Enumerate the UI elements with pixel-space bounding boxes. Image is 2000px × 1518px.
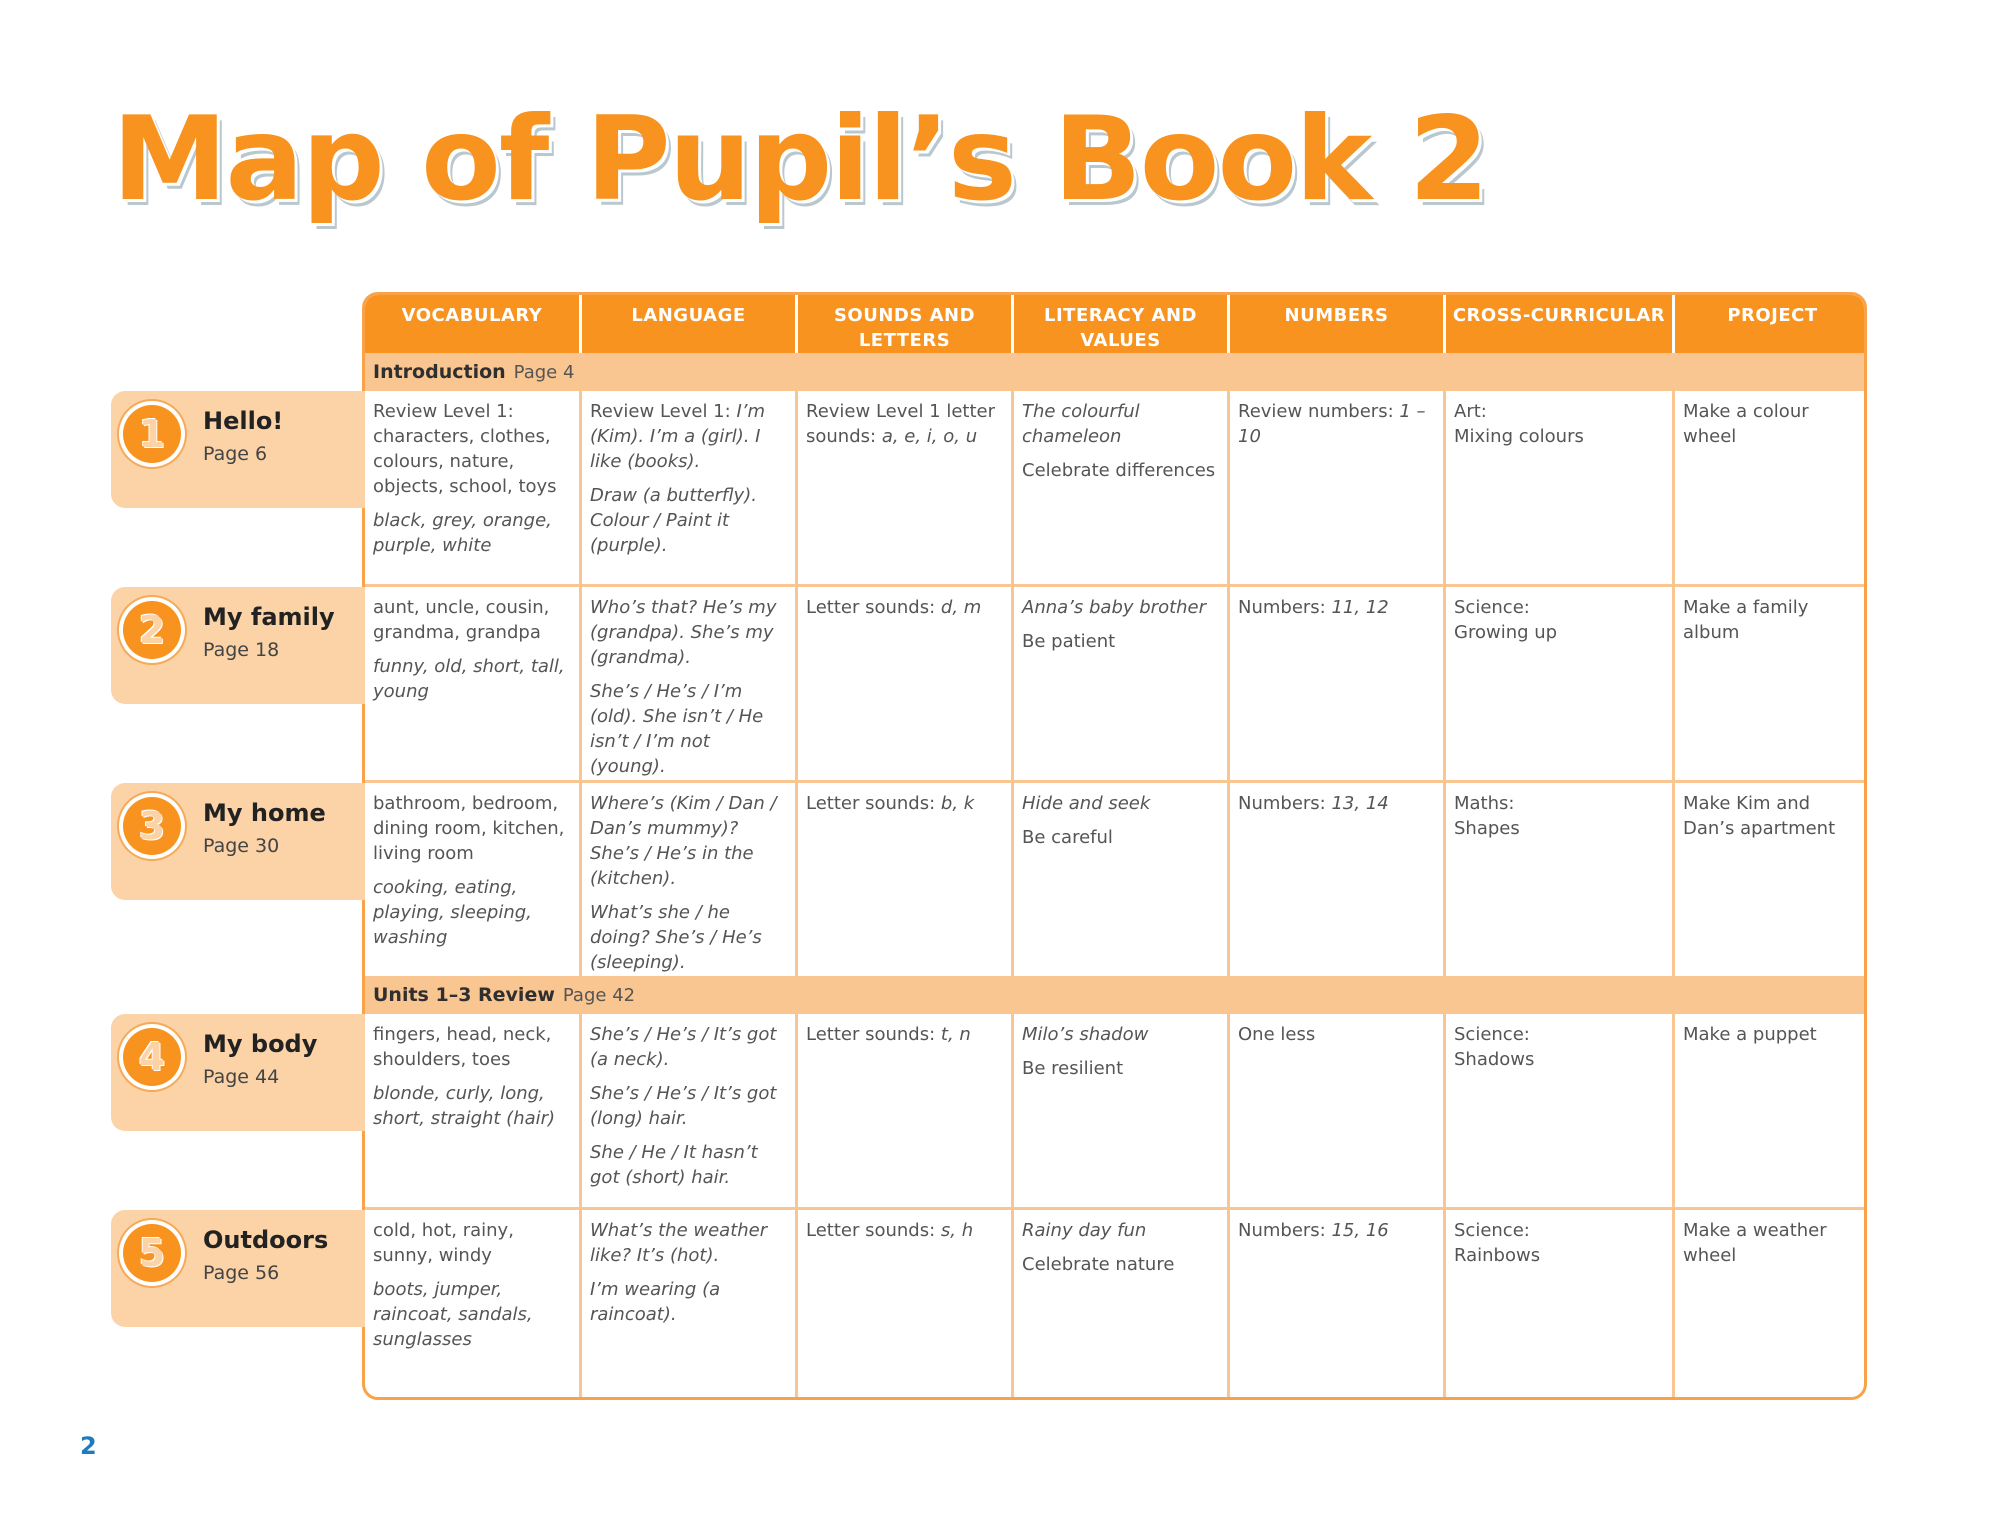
vocabulary-extra: black, grey, orange, purple, white bbox=[373, 510, 552, 556]
vocabulary-extra: cooking, eating, playing, sleeping, washing bbox=[373, 877, 532, 948]
cross-curricular-cell bbox=[1446, 391, 1675, 584]
numbers-cell bbox=[1230, 783, 1446, 976]
language-group-1 bbox=[590, 1218, 788, 1268]
sounds-letters: d, m bbox=[940, 597, 982, 618]
language-intro: Review Level 1: bbox=[590, 401, 731, 422]
unit-tab bbox=[111, 391, 365, 508]
project-text: Make Kim and Dan’s apartment bbox=[1683, 793, 1836, 839]
cross-curricular-topic: Shapes bbox=[1454, 818, 1520, 839]
book-map-table bbox=[362, 292, 1867, 1400]
unit-row bbox=[365, 783, 1864, 976]
project-text: Make a colour wheel bbox=[1683, 401, 1809, 447]
language-examples: What’s the weather like? It’s (hot). bbox=[590, 1220, 768, 1266]
cross-curricular-cell bbox=[1446, 1014, 1675, 1207]
language-group-2: I’m wearing (a raincoat). bbox=[590, 1279, 721, 1325]
literacy-cell bbox=[1014, 1014, 1230, 1207]
numbers-cell bbox=[1230, 1210, 1446, 1400]
numbers-cell bbox=[1230, 587, 1446, 780]
language-group-1 bbox=[590, 1022, 788, 1072]
language-group-2: Draw (a butterfly). Colour / Paint it (purple). bbox=[590, 485, 757, 556]
literacy-cell bbox=[1014, 391, 1230, 584]
language-group-2: She’s / He’s / I’m (old). She isn’t / He isn’t / I’m not (young). bbox=[590, 681, 764, 777]
literacy-value: Be resilient bbox=[1022, 1058, 1124, 1079]
page-title: Map of Pupil’s Book 2 bbox=[112, 92, 1488, 227]
review-band bbox=[365, 976, 1864, 1014]
unit-page: Page 44 bbox=[203, 1066, 280, 1088]
language-examples: Where’s (Kim / Dan / Dan’s mummy)? She’s / He’s in the (kitchen). bbox=[590, 793, 777, 889]
unit-number: 3 bbox=[138, 804, 166, 848]
unit-number-badge bbox=[123, 1224, 181, 1282]
project-text: Make a weather wheel bbox=[1683, 1220, 1827, 1266]
cross-curricular-topic: Mixing colours bbox=[1454, 426, 1584, 447]
cross-curricular-subject: Science: bbox=[1454, 1220, 1530, 1241]
column-header-vocabulary: VOCABULARY bbox=[365, 295, 582, 353]
language-cell bbox=[582, 1210, 798, 1400]
literacy-story: Milo’s shadow bbox=[1022, 1024, 1149, 1045]
language-group-2: What’s she / he doing? She’s / He’s (sleeping). bbox=[590, 902, 762, 973]
literacy-value: Celebrate nature bbox=[1022, 1254, 1175, 1275]
unit-page: Page 18 bbox=[203, 639, 280, 661]
sounds-label: Letter sounds: bbox=[806, 1220, 936, 1241]
unit-number-badge bbox=[123, 797, 181, 855]
unit-number-badge bbox=[123, 601, 181, 659]
vocabulary-main: bathroom, bedroom, dining room, kitchen, living room bbox=[373, 793, 565, 864]
unit-row bbox=[365, 1210, 1864, 1400]
unit-tab bbox=[111, 1210, 365, 1327]
literacy-cell bbox=[1014, 1210, 1230, 1400]
project-text: Make a puppet bbox=[1683, 1024, 1817, 1045]
vocabulary-cell bbox=[365, 1014, 582, 1207]
literacy-cell bbox=[1014, 587, 1230, 780]
numbers-range: 11, 12 bbox=[1331, 597, 1389, 618]
language-examples: Who’s that? He’s my (grandpa). She’s my (grandma). bbox=[590, 597, 777, 668]
language-group-3: She / He / It hasn’t got (short) hair. bbox=[590, 1142, 758, 1188]
cross-curricular-cell bbox=[1446, 587, 1675, 780]
project-cell bbox=[1675, 1014, 1867, 1207]
unit-title: My home bbox=[203, 799, 326, 827]
language-group-2: She’s / He’s / It’s got (long) hair. bbox=[590, 1083, 777, 1129]
numbers-cell bbox=[1230, 1014, 1446, 1207]
sounds-cell bbox=[798, 783, 1014, 976]
literacy-cell bbox=[1014, 783, 1230, 976]
unit-page: Page 6 bbox=[203, 443, 268, 465]
unit-number-badge bbox=[123, 1028, 181, 1086]
vocabulary-extra: boots, jumper, raincoat, sandals, sunglasses bbox=[373, 1279, 533, 1350]
unit-tab bbox=[111, 1014, 365, 1131]
column-header-literacy: LITERACY AND VALUES bbox=[1014, 295, 1230, 353]
cross-curricular-topic: Shadows bbox=[1454, 1049, 1535, 1070]
vocabulary-main: fingers, head, neck, shoulders, toes bbox=[373, 1024, 552, 1070]
literacy-value: Celebrate differences bbox=[1022, 460, 1216, 481]
numbers-label: One less bbox=[1238, 1024, 1316, 1045]
literacy-story: Hide and seek bbox=[1022, 793, 1151, 814]
cross-curricular-subject: Science: bbox=[1454, 597, 1530, 618]
project-cell bbox=[1675, 1210, 1867, 1400]
unit-title: My body bbox=[203, 1030, 318, 1058]
literacy-story: Anna’s baby brother bbox=[1022, 597, 1207, 618]
introduction-label: Introduction bbox=[373, 361, 506, 383]
unit-number: 1 bbox=[138, 412, 166, 456]
numbers-label: Review numbers: bbox=[1238, 401, 1394, 422]
vocabulary-main: cold, hot, rainy, sunny, windy bbox=[373, 1220, 514, 1266]
vocabulary-main: Review Level 1: characters, clothes, colours, nature, objects, school, toys bbox=[373, 401, 557, 497]
sounds-letters: t, n bbox=[940, 1024, 971, 1045]
vocabulary-main: aunt, uncle, cousin, grandma, grandpa bbox=[373, 597, 550, 643]
review-label: Units 1–3 Review bbox=[373, 984, 555, 1006]
numbers-range: 15, 16 bbox=[1331, 1220, 1389, 1241]
language-cell bbox=[582, 587, 798, 780]
numbers-label: Numbers: bbox=[1238, 793, 1326, 814]
sounds-cell bbox=[798, 1210, 1014, 1400]
unit-number: 2 bbox=[138, 608, 166, 652]
project-text: Make a family album bbox=[1683, 597, 1809, 643]
unit-title: Outdoors bbox=[203, 1226, 329, 1254]
vocabulary-cell bbox=[365, 391, 582, 584]
language-cell bbox=[582, 391, 798, 584]
sounds-label: Letter sounds: bbox=[806, 1024, 936, 1045]
unit-tab bbox=[111, 783, 365, 900]
column-header-numbers: NUMBERS bbox=[1230, 295, 1446, 353]
unit-title: My family bbox=[203, 603, 335, 631]
column-header-cross-curricular: CROSS-CURRICULAR bbox=[1446, 295, 1675, 353]
unit-number: 5 bbox=[138, 1231, 166, 1275]
cross-curricular-subject: Science: bbox=[1454, 1024, 1530, 1045]
column-header-language: LANGUAGE bbox=[582, 295, 798, 353]
project-cell bbox=[1675, 391, 1867, 584]
language-group-1 bbox=[590, 791, 788, 891]
literacy-value: Be patient bbox=[1022, 631, 1116, 652]
sounds-letters: a, e, i, o, u bbox=[881, 426, 978, 447]
cross-curricular-subject: Maths: bbox=[1454, 793, 1515, 814]
sounds-cell bbox=[798, 391, 1014, 584]
column-header-project: PROJECT bbox=[1727, 305, 1818, 326]
sounds-label: Letter sounds: bbox=[806, 793, 936, 814]
cross-curricular-cell bbox=[1446, 783, 1675, 976]
project-cell bbox=[1675, 783, 1867, 976]
numbers-label: Numbers: bbox=[1238, 597, 1326, 618]
column-header-sounds: SOUNDS AND LETTERS bbox=[798, 295, 1014, 353]
cross-curricular-subject: Art: bbox=[1454, 401, 1487, 422]
unit-row bbox=[365, 391, 1864, 584]
vocabulary-cell bbox=[365, 1210, 582, 1400]
unit-page: Page 56 bbox=[203, 1262, 280, 1284]
page-number: 2 bbox=[80, 1432, 97, 1460]
numbers-range: 1 – 10 bbox=[1238, 401, 1426, 447]
project-cell bbox=[1675, 587, 1867, 780]
sounds-cell bbox=[798, 1014, 1014, 1207]
vocabulary-extra: blonde, curly, long, short, straight (hair) bbox=[373, 1083, 556, 1129]
unit-row bbox=[365, 587, 1864, 780]
vocabulary-cell bbox=[365, 783, 582, 976]
unit-title: Hello! bbox=[203, 407, 284, 435]
introduction-page: Page 4 bbox=[513, 362, 575, 383]
literacy-value: Be careful bbox=[1022, 827, 1113, 848]
cross-curricular-topic: Rainbows bbox=[1454, 1245, 1541, 1266]
sounds-letters: s, h bbox=[940, 1220, 974, 1241]
numbers-label: Numbers: bbox=[1238, 1220, 1326, 1241]
sounds-letters: b, k bbox=[940, 793, 975, 814]
numbers-cell bbox=[1230, 391, 1446, 584]
sounds-label: Letter sounds: bbox=[806, 597, 936, 618]
vocabulary-extra: funny, old, short, tall, young bbox=[373, 656, 565, 702]
unit-number: 4 bbox=[138, 1035, 166, 1079]
unit-page: Page 30 bbox=[203, 835, 280, 857]
unit-number-badge bbox=[123, 405, 181, 463]
review-page: Page 42 bbox=[562, 985, 636, 1006]
vocabulary-cell bbox=[365, 587, 582, 780]
language-cell bbox=[582, 783, 798, 976]
cross-curricular-cell bbox=[1446, 1210, 1675, 1400]
numbers-range: 13, 14 bbox=[1331, 793, 1389, 814]
language-group-1 bbox=[590, 595, 788, 670]
literacy-story: The colourful chameleon bbox=[1022, 401, 1140, 447]
unit-row bbox=[365, 1014, 1864, 1207]
sounds-label: Review Level 1 letter sounds: bbox=[806, 401, 996, 447]
cross-curricular-topic: Growing up bbox=[1454, 622, 1558, 643]
language-cell bbox=[582, 1014, 798, 1207]
introduction-band bbox=[365, 353, 1864, 391]
language-examples: I’m (Kim). I’m a (girl). I like (books). bbox=[590, 401, 766, 472]
language-group-1 bbox=[590, 399, 788, 474]
unit-tab bbox=[111, 587, 365, 704]
literacy-story: Rainy day fun bbox=[1022, 1220, 1147, 1241]
sounds-cell bbox=[798, 587, 1014, 780]
table-header bbox=[365, 295, 1864, 353]
language-examples: She’s / He’s / It’s got (a neck). bbox=[590, 1024, 777, 1070]
